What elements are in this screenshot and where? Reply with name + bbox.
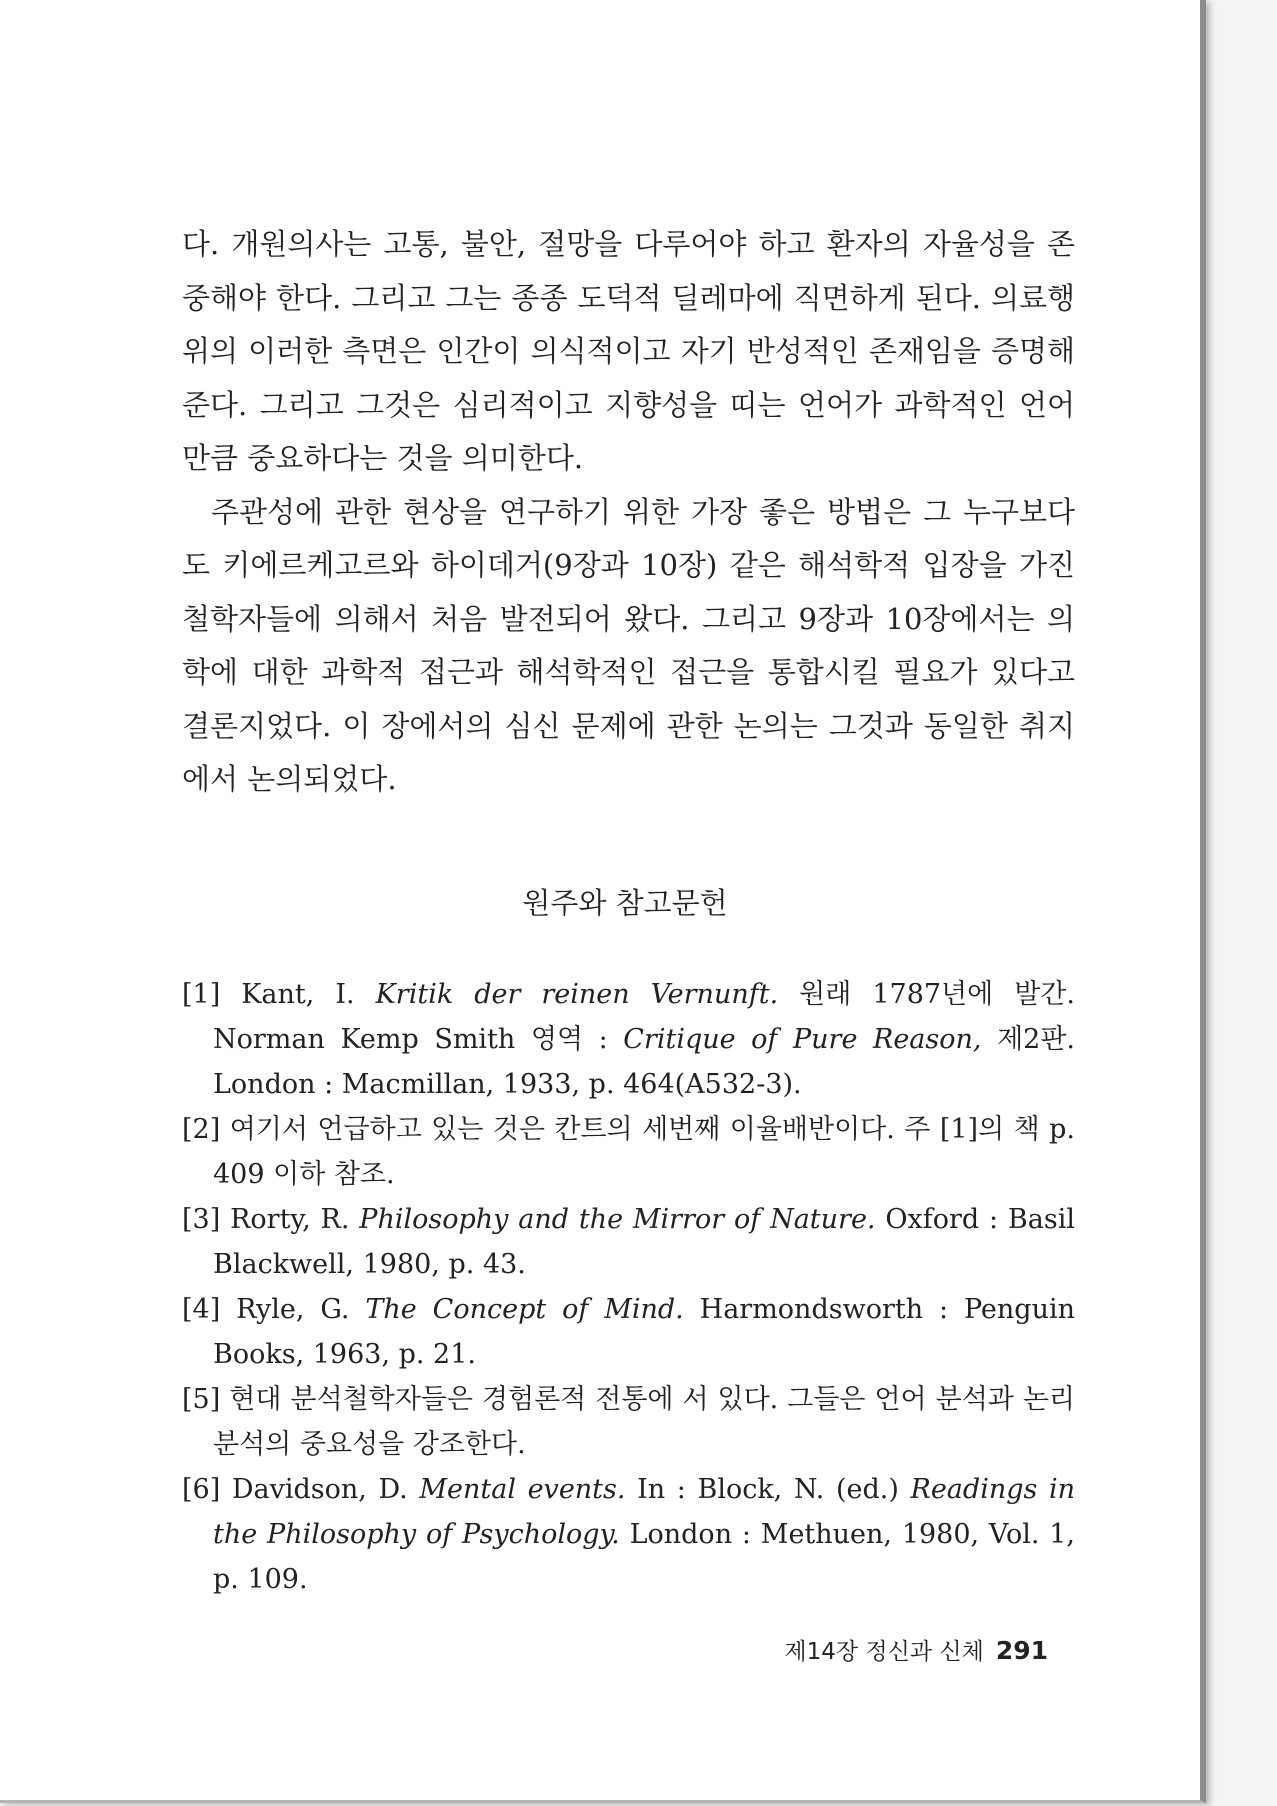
reference-number: [4] (182, 1294, 221, 1325)
reference-number: [2] (182, 1114, 221, 1145)
page-footer (784, 1633, 1048, 1666)
reference-item (182, 1197, 1075, 1287)
page-number: 291 (995, 1636, 1048, 1665)
reference-text: 여기서 언급하고 있는 것은 칸트의 세번째 이율배반이다. 주 [1]의 책 p. 409 이하 참조. (213, 1114, 1075, 1190)
reference-item (182, 1467, 1075, 1602)
reference-title: The Concept of Mind. (365, 1294, 684, 1325)
reference-item (182, 1287, 1075, 1377)
reference-number: [5] (182, 1384, 221, 1415)
reference-title: Philosophy and the Mirror of Nature. (359, 1204, 876, 1235)
reference-item (182, 972, 1075, 1107)
reference-item (182, 1107, 1075, 1197)
reference-text: Davidson, D. (231, 1474, 420, 1505)
reference-text: Kant, I. (241, 979, 376, 1010)
reference-title: Critique of Pure Reason, (623, 1024, 982, 1055)
paragraph: 주관성에 관한 현상을 연구하기 위한 가장 좋은 방법은 그 누구보다도 키에르케고르와 하이데거(9장과 10장) 같은 해석학적 입장을 가진 철학자들에 의해서 처음 발전되어 왔다. 그리고 9장과 10장에서는 의학에 대한 과학적 접근과 해석학적인 접근을 통합시킬 필요가 있다고 결론지었다. 이 장에서의 심신 문제에 관한 논의는 그것과 동일한 취지에서 논의되었다. (182, 494, 1075, 796)
reference-text: In : Block, N. (ed.) (625, 1474, 911, 1505)
reference-title: Mental events. (419, 1474, 626, 1505)
reference-title: Kritik der reinen Vernunft. (375, 979, 779, 1010)
reference-title: Readings in the Philosophy of Psychology. (213, 1474, 1075, 1550)
reference-text: Ryle, G. (236, 1294, 366, 1325)
reference-list (182, 972, 1075, 1602)
reference-text: 현대 분석철학자들은 경험론적 전통에 서 있다. 그들은 언어 분석과 논리 분석의 중요성을 강조한다. (213, 1384, 1075, 1460)
reference-text: London : Methuen, 1980, Vol. 1, p. 109. (213, 1519, 1075, 1595)
chapter-title: 제14장 정신과 신체 (784, 1639, 984, 1665)
paragraph: 다. 개원의사는 고통, 불안, 절망을 다루어야 하고 환자의 자율성을 존중해야 한다. 그리고 그는 종종 도덕적 딜레마에 직면하게 된다. 의료행위의 이러한 측면은 인간이 의식적이고 자기 반성적인 존재임을 증명해 준다. 그리고 그것은 심리적이고 지향성을 띠는 언어가 과학적인 언어만큼 중요하다는 것을 의미한다. (182, 227, 1075, 475)
reference-number: [1] (182, 979, 221, 1010)
reference-number: [3] (182, 1204, 221, 1235)
reference-text: 제2판. London : Macmillan, 1933, p. 464(A532-3). (213, 1024, 1075, 1100)
reference-text: Harmondsworth : Penguin Books, 1963, p. 21. (213, 1294, 1075, 1370)
reference-text: 원래 1787년에 발간. Norman Kemp Smith 영역 : (213, 979, 1075, 1055)
reference-number: [6] (182, 1474, 221, 1505)
reference-text: Rorty, R. (230, 1204, 360, 1235)
references-heading: 원주와 참고문헌 (522, 886, 728, 920)
reference-text: Oxford : Basil Blackwell, 1980, p. 43. (213, 1204, 1075, 1280)
body-text (182, 218, 1075, 807)
reference-item (182, 1377, 1075, 1467)
